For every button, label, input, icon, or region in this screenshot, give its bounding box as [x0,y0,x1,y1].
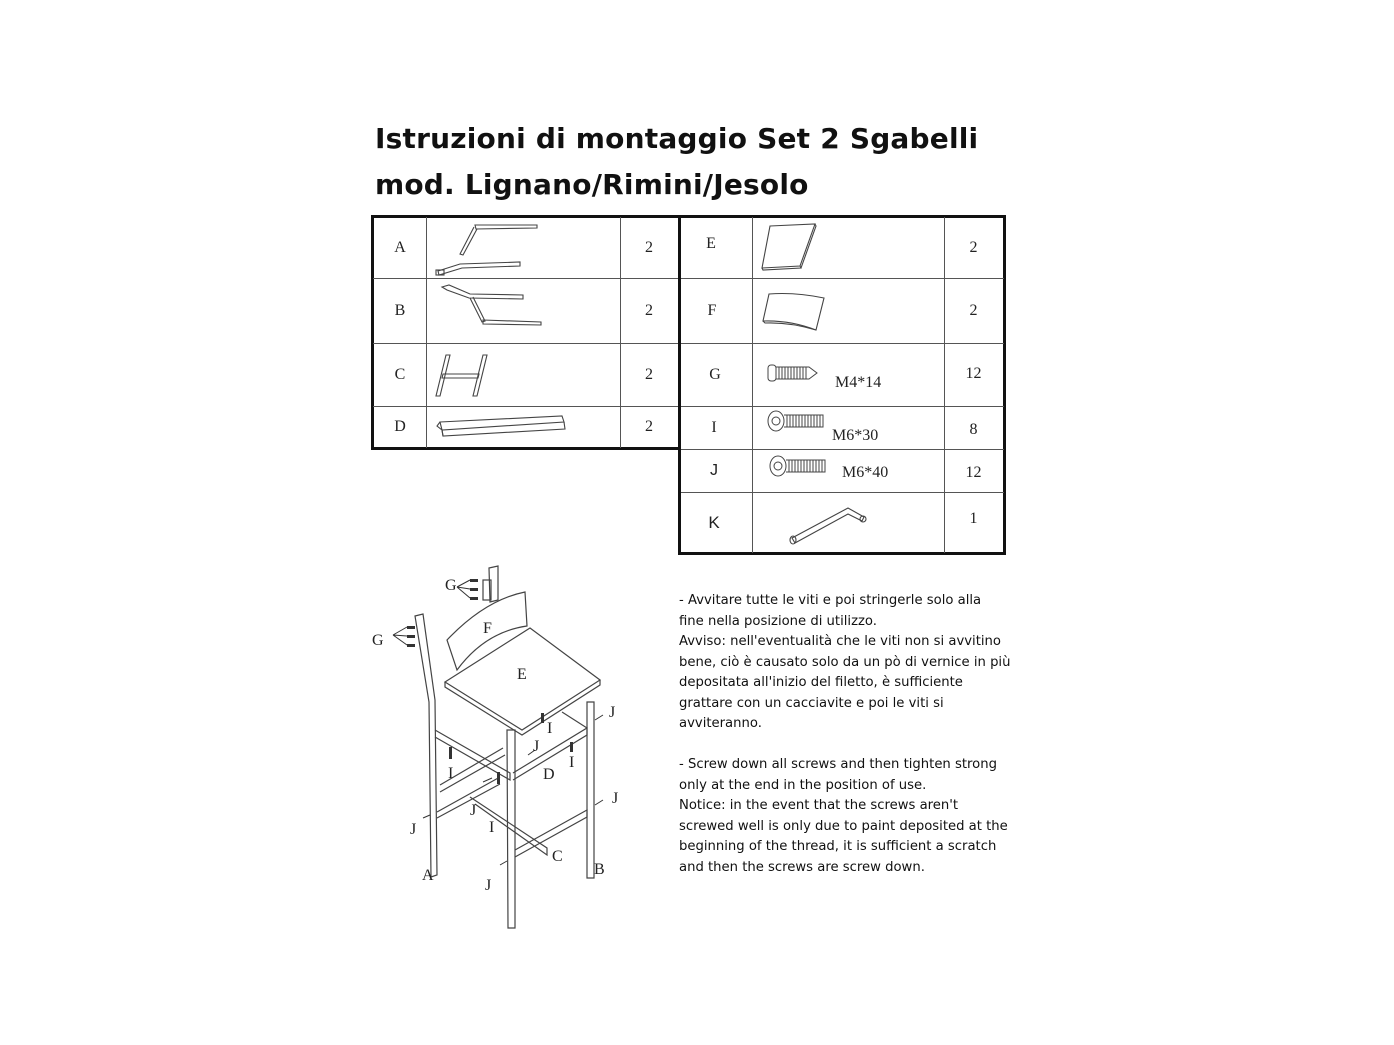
leg-frame-a-icon [430,220,550,278]
title-line-1: Istruzioni di montaggio Set 2 Sgabelli [375,122,979,155]
part-qty-cell: 8 [969,421,978,438]
note-line-en: only at the end in the position of use. [679,777,927,793]
part-id-cell: K [708,513,720,532]
diagram-label-j: J [410,821,417,838]
part-qty-cell: 12 [965,464,982,481]
part-id-cell: E [706,235,716,252]
note-line-it: Avviso: nell'eventualità che le viti non si avvitino [679,634,1001,649]
socket-bolt-icon [765,408,827,436]
note-line-en: beginning of the thread, it is sufficient a scratch [679,839,997,854]
part-id-cell: F [707,302,717,319]
socket-bolt-icon [767,453,829,481]
part-id-cell: I [711,419,717,436]
part-qty-cell: 2 [969,302,978,319]
part-id-cell: C [394,366,406,383]
h-crossbar-icon [432,350,502,400]
diagram-label-i: I [547,720,553,737]
document-title [375,116,978,208]
part-id-cell: B [394,302,406,319]
allen-key-icon [788,503,870,547]
diagram-label-c: C [552,848,563,865]
note-line-it: depositata all'inizio del filetto, è sufficiente [679,675,963,690]
part-qty-cell: 1 [969,510,978,527]
part-spec: M6*30 [832,427,879,444]
leg-b-front [587,702,594,878]
divider [426,217,427,448]
seat-panel-icon [758,222,818,274]
diagram-label-e: E [517,666,527,683]
square-tube-icon [434,412,569,444]
part-qty-cell: 2 [645,366,653,383]
part-id-cell: J [710,462,718,479]
part-id-cell: A [394,239,406,256]
diagram-label-j: J [533,738,540,755]
pointed-screw-icon [765,360,825,386]
part-qty-cell: 12 [965,365,982,382]
divider [752,217,753,553]
note-line-it: - Avvitare tutte le viti e poi stringerle solo alla [679,593,982,608]
assembly-notes [679,591,1034,878]
note-line-it: avviteranno. [679,716,762,731]
part-qty-cell: 2 [645,239,653,256]
part-qty-cell: 2 [969,239,978,256]
diagram-label-d: D [543,766,555,783]
diagram-label-a: A [422,867,434,884]
leg-a-back-post [415,614,437,877]
note-line-it: fine nella posizione di utilizzo. [679,613,877,629]
leg-b-back-post [489,566,498,602]
diagram-label-b: B [594,861,605,878]
diagram-label-j: J [612,790,619,807]
diagram-label-j: J [609,704,616,721]
diagram-label-i: I [448,765,454,782]
title-line-2: mod. Lignano/Rimini/Jesolo [375,168,809,201]
note-line-en: screwed well is only due to paint deposited at the [679,818,1008,834]
assembly-diagram [365,560,645,935]
note-line-it: grattare con un cacciavite e poi le viti si [679,695,944,711]
note-line-en: - Screw down all screws and then tighten strong [679,757,997,772]
part-qty-cell: 2 [645,418,653,435]
leg-frame-b-icon [435,282,550,340]
part-id-cell: G [709,366,721,383]
diagram-label-f: F [483,620,492,637]
diagram-label-i: I [569,754,575,771]
note-line-en: and then the screws are screw down. [679,859,925,875]
part-qty-cell: 2 [645,302,653,319]
diagram-label-g: G [372,632,384,649]
backrest-panel-icon [760,290,830,334]
note-line-it: bene, ciò è causato solo da un pò di vernice in più [679,654,1011,670]
part-spec: M6*40 [842,464,889,481]
note-line-en: Notice: in the event that the screws aren't [679,798,959,813]
diagram-label-j: J [470,802,477,819]
diagram-label-j: J [485,877,492,894]
part-id-cell: D [394,418,406,435]
part-spec: M4*14 [835,374,882,391]
diagram-label-g: G [445,577,457,594]
diagram-label-i: I [489,819,495,836]
